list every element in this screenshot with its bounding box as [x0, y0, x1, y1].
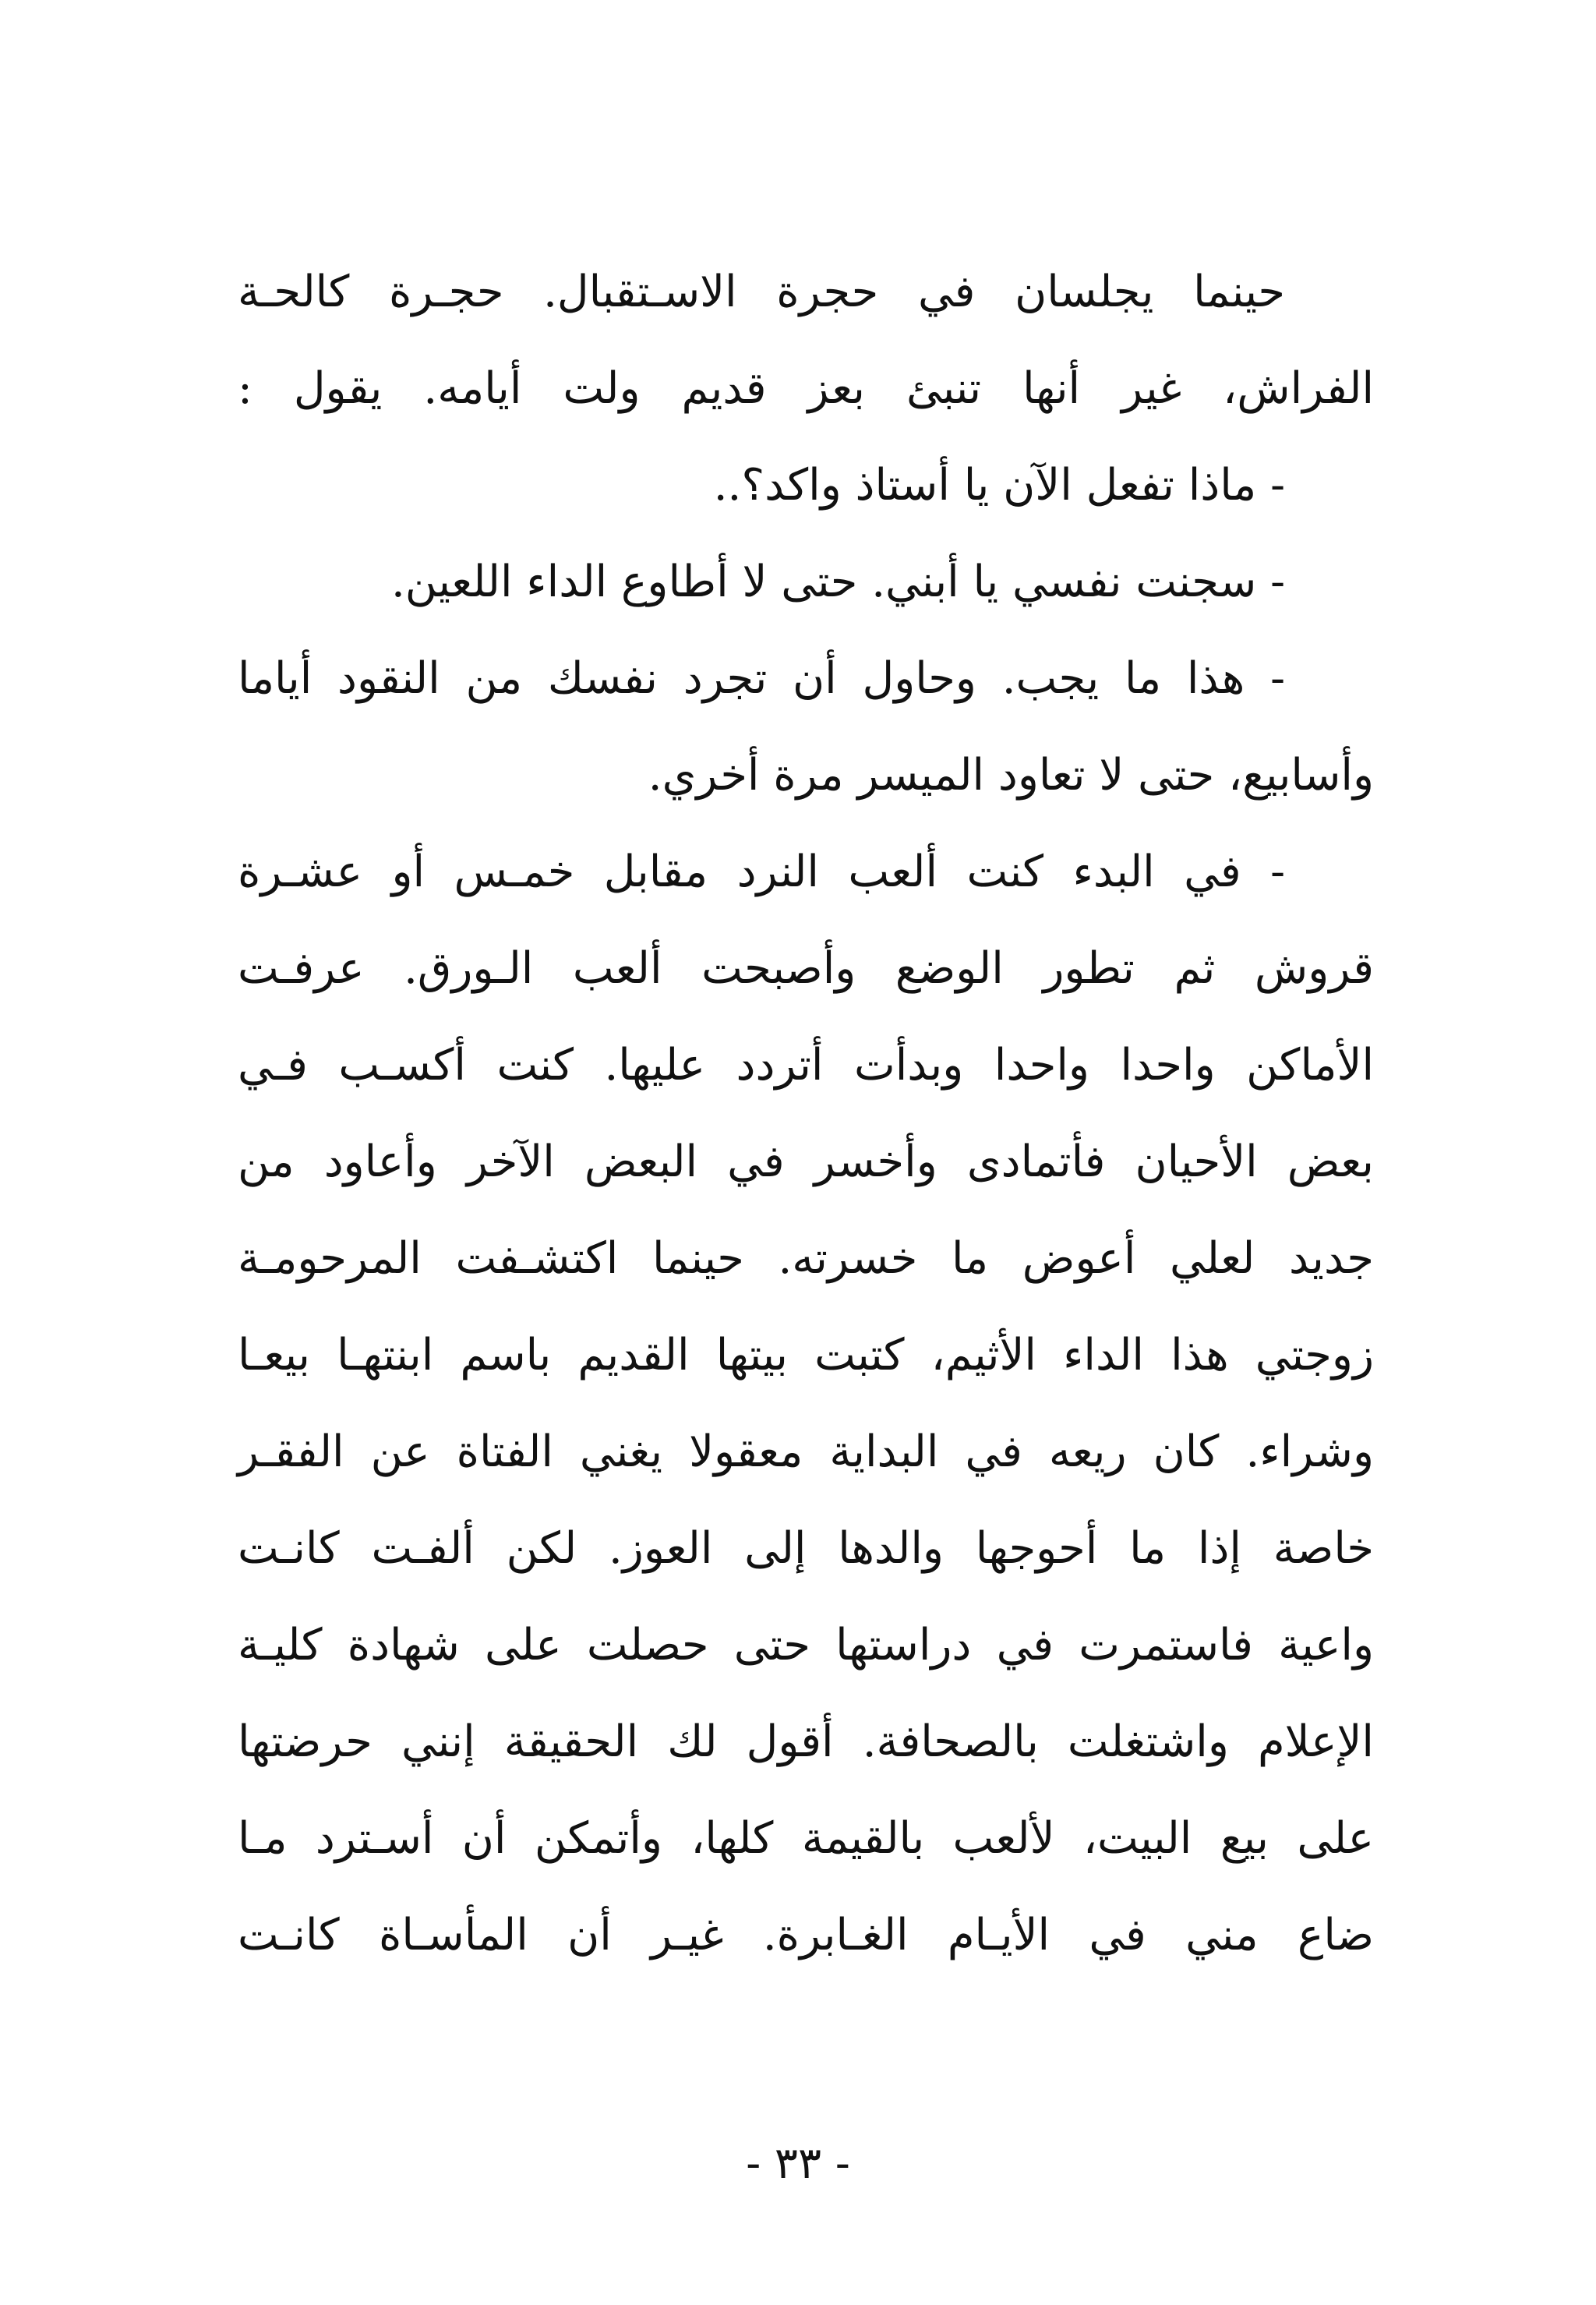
text-line-1: حينما يجلسان في حجرة الاسـتقبال. حجـرة كالحـة [238, 267, 1285, 317]
body-text [238, 244, 1374, 1984]
text-line-13: وشراء. كان ريعه في البداية معقولا يغني الفتاة عن الفقـر [238, 1426, 1374, 1477]
text-line-3: - ماذا تفعل الآن يا أستاذ واكد؟.. [713, 460, 1285, 511]
text-line-17: على بيع البيت، لألعب بالقيمة كلها، وأتمكن أن أسـترد مـا [238, 1813, 1374, 1864]
text-line-11: جديد لعلي أعوض ما خسرته. حينما اكتشـفت المرحومـة [238, 1233, 1374, 1284]
text-line-18: ضاع مني في الأيـام الغـابرة. غيـر أن المأسـاة كانـت [238, 1910, 1374, 1960]
text-line-10: بعض الأحيان فأتمادى وأخسر في البعض الآخر وأعاود من [238, 1137, 1374, 1187]
text-line-6: وأسابيع، حتى لا تعاود الميسر مرة أخري. [648, 750, 1374, 801]
text-line-15: واعية فاستمرت في دراستها حتى حصلت على شهادة كليـة [238, 1620, 1374, 1670]
text-line-14: خاصة إذا ما أحوجها والدها إلى العوز. لكن ألفـت كانـت [238, 1523, 1374, 1574]
page-number: - ٣٣ - [746, 2138, 850, 2189]
text-line-4: - سجنت نفسي يا أبني. حتى لا أطاوع الداء اللعين. [391, 557, 1285, 607]
text-line-16: الإعلام واشتغلت بالصحافة. أقول لك الحقيقة إنني حرضتها [238, 1716, 1374, 1767]
text-line-8: قروش ثم تطور الوضع وأصبحت ألعب الـورق. عرفـت [238, 943, 1374, 994]
text-line-5: - هذا ما يجب. وحاول أن تجرد نفسك من النقود أياما [238, 653, 1286, 704]
text-line-7: - في البدء كنت ألعب النرد مقابل خمـس أو عشـرة [238, 847, 1285, 897]
text-line-9: الأماكن واحدا واحدا وبدأت أتردد عليها. كنت أكسـب فـي [238, 1040, 1374, 1091]
text-line-2: الفراش، غير أنها تنبئ بعز قديم ولت أيامه. يقول : [238, 363, 1374, 414]
text-line-12: زوجتي هذا الداء الأثيم، كتبت بيتها القديم باسم ابنتهـا بيعـا [238, 1330, 1374, 1381]
